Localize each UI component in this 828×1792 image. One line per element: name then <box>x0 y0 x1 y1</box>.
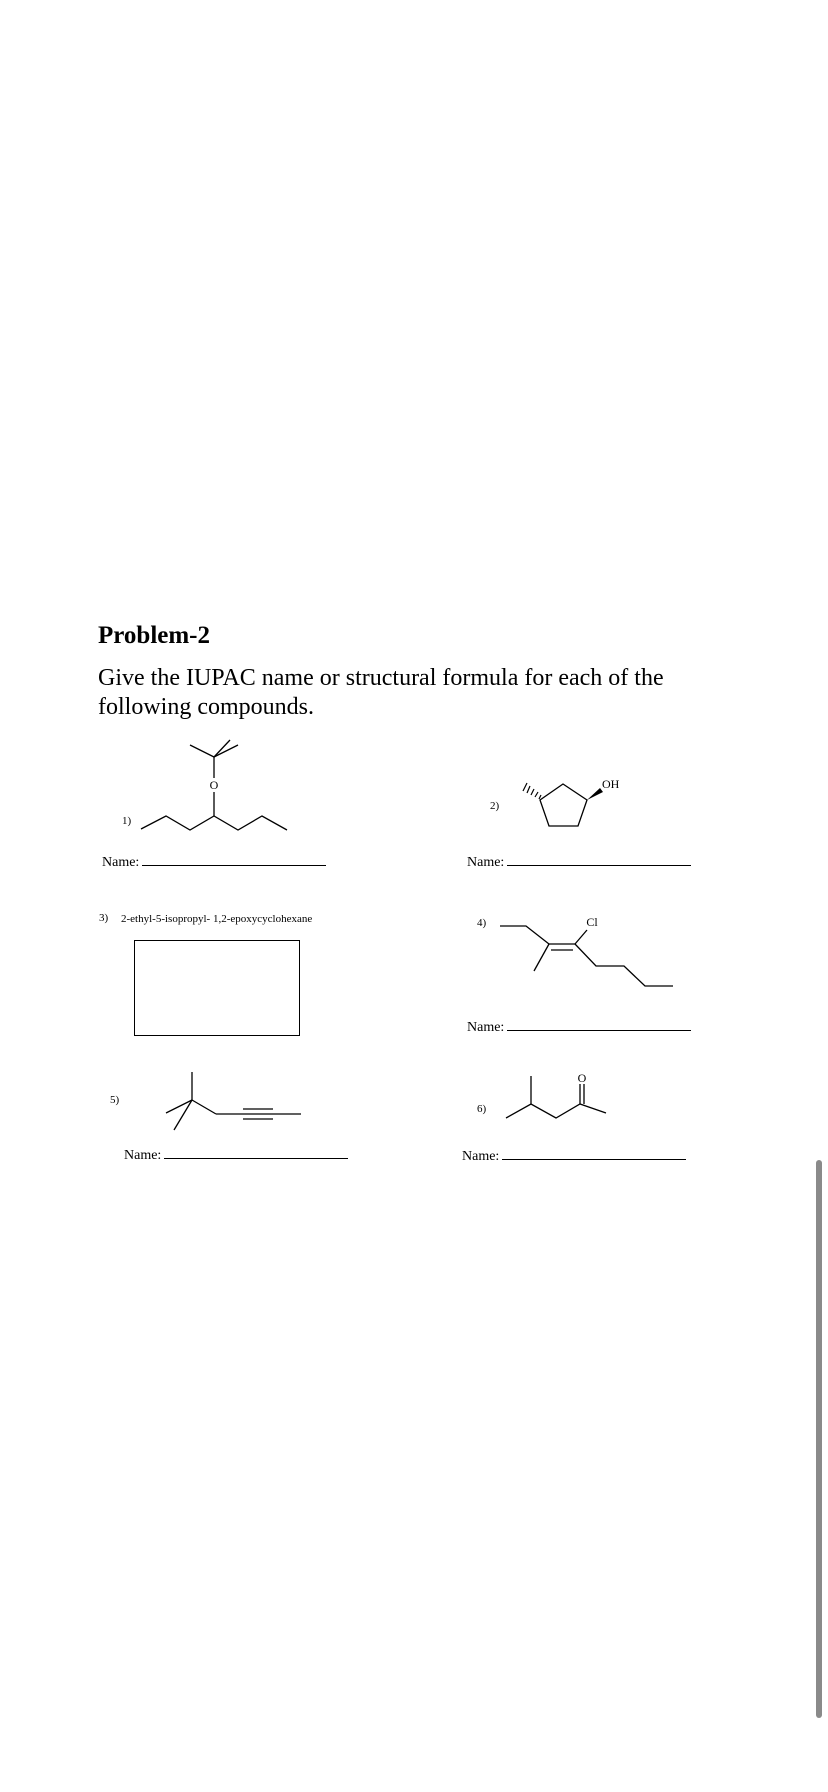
compound-1-number: 1) <box>122 815 132 827</box>
compound-5-structure <box>160 1065 310 1135</box>
compound-3-number: 3) <box>99 912 109 924</box>
compound-1-oxygen-atom: O <box>209 778 219 792</box>
compound-4-structure <box>495 912 675 992</box>
compound-2-hydroxyl-group: OH <box>602 777 620 791</box>
compound-5-answer-blank[interactable] <box>164 1148 348 1159</box>
compound-2-answer-blank[interactable] <box>507 855 691 866</box>
compound-5-name-label: Name: <box>124 1148 162 1163</box>
compound-6-name-field[interactable] <box>462 1149 686 1165</box>
compound-1-answer-blank[interactable] <box>142 855 326 866</box>
compound-3-given-name: 2-ethyl-5-isopropyl- 1,2-epoxycyclohexane <box>121 913 313 925</box>
compound-4-answer-blank[interactable] <box>507 1020 691 1031</box>
compound-4-chlorine-atom: Cl <box>586 915 598 929</box>
compound-3-drawing-box[interactable] <box>134 940 300 1036</box>
compound-2-name-field[interactable] <box>467 855 691 871</box>
problem-instructions: Give the IUPAC name or structural formula for each of the following compounds. <box>98 665 664 720</box>
vertical-scrollbar[interactable] <box>816 1160 822 1718</box>
compound-1-name-field[interactable] <box>102 855 326 871</box>
compound-4-number: 4) <box>477 917 487 929</box>
compound-2-name-label: Name: <box>467 855 505 870</box>
compound-4-name-label: Name: <box>467 1020 505 1035</box>
compound-6-oxygen-atom: O <box>577 1071 587 1085</box>
compound-6-structure <box>500 1068 620 1128</box>
compound-1-structure <box>130 738 300 838</box>
compound-5-name-field[interactable] <box>124 1148 348 1164</box>
compound-2-structure <box>510 770 630 860</box>
compound-5-number: 5) <box>110 1094 120 1106</box>
compound-6-number: 6) <box>477 1103 487 1115</box>
compound-4-name-field[interactable] <box>467 1020 691 1036</box>
compound-1-name-label: Name: <box>102 855 140 870</box>
compound-2-number: 2) <box>490 800 500 812</box>
compound-6-name-label: Name: <box>462 1149 500 1164</box>
compound-6-answer-blank[interactable] <box>502 1149 686 1160</box>
problem-title: Problem-2 <box>98 622 211 649</box>
